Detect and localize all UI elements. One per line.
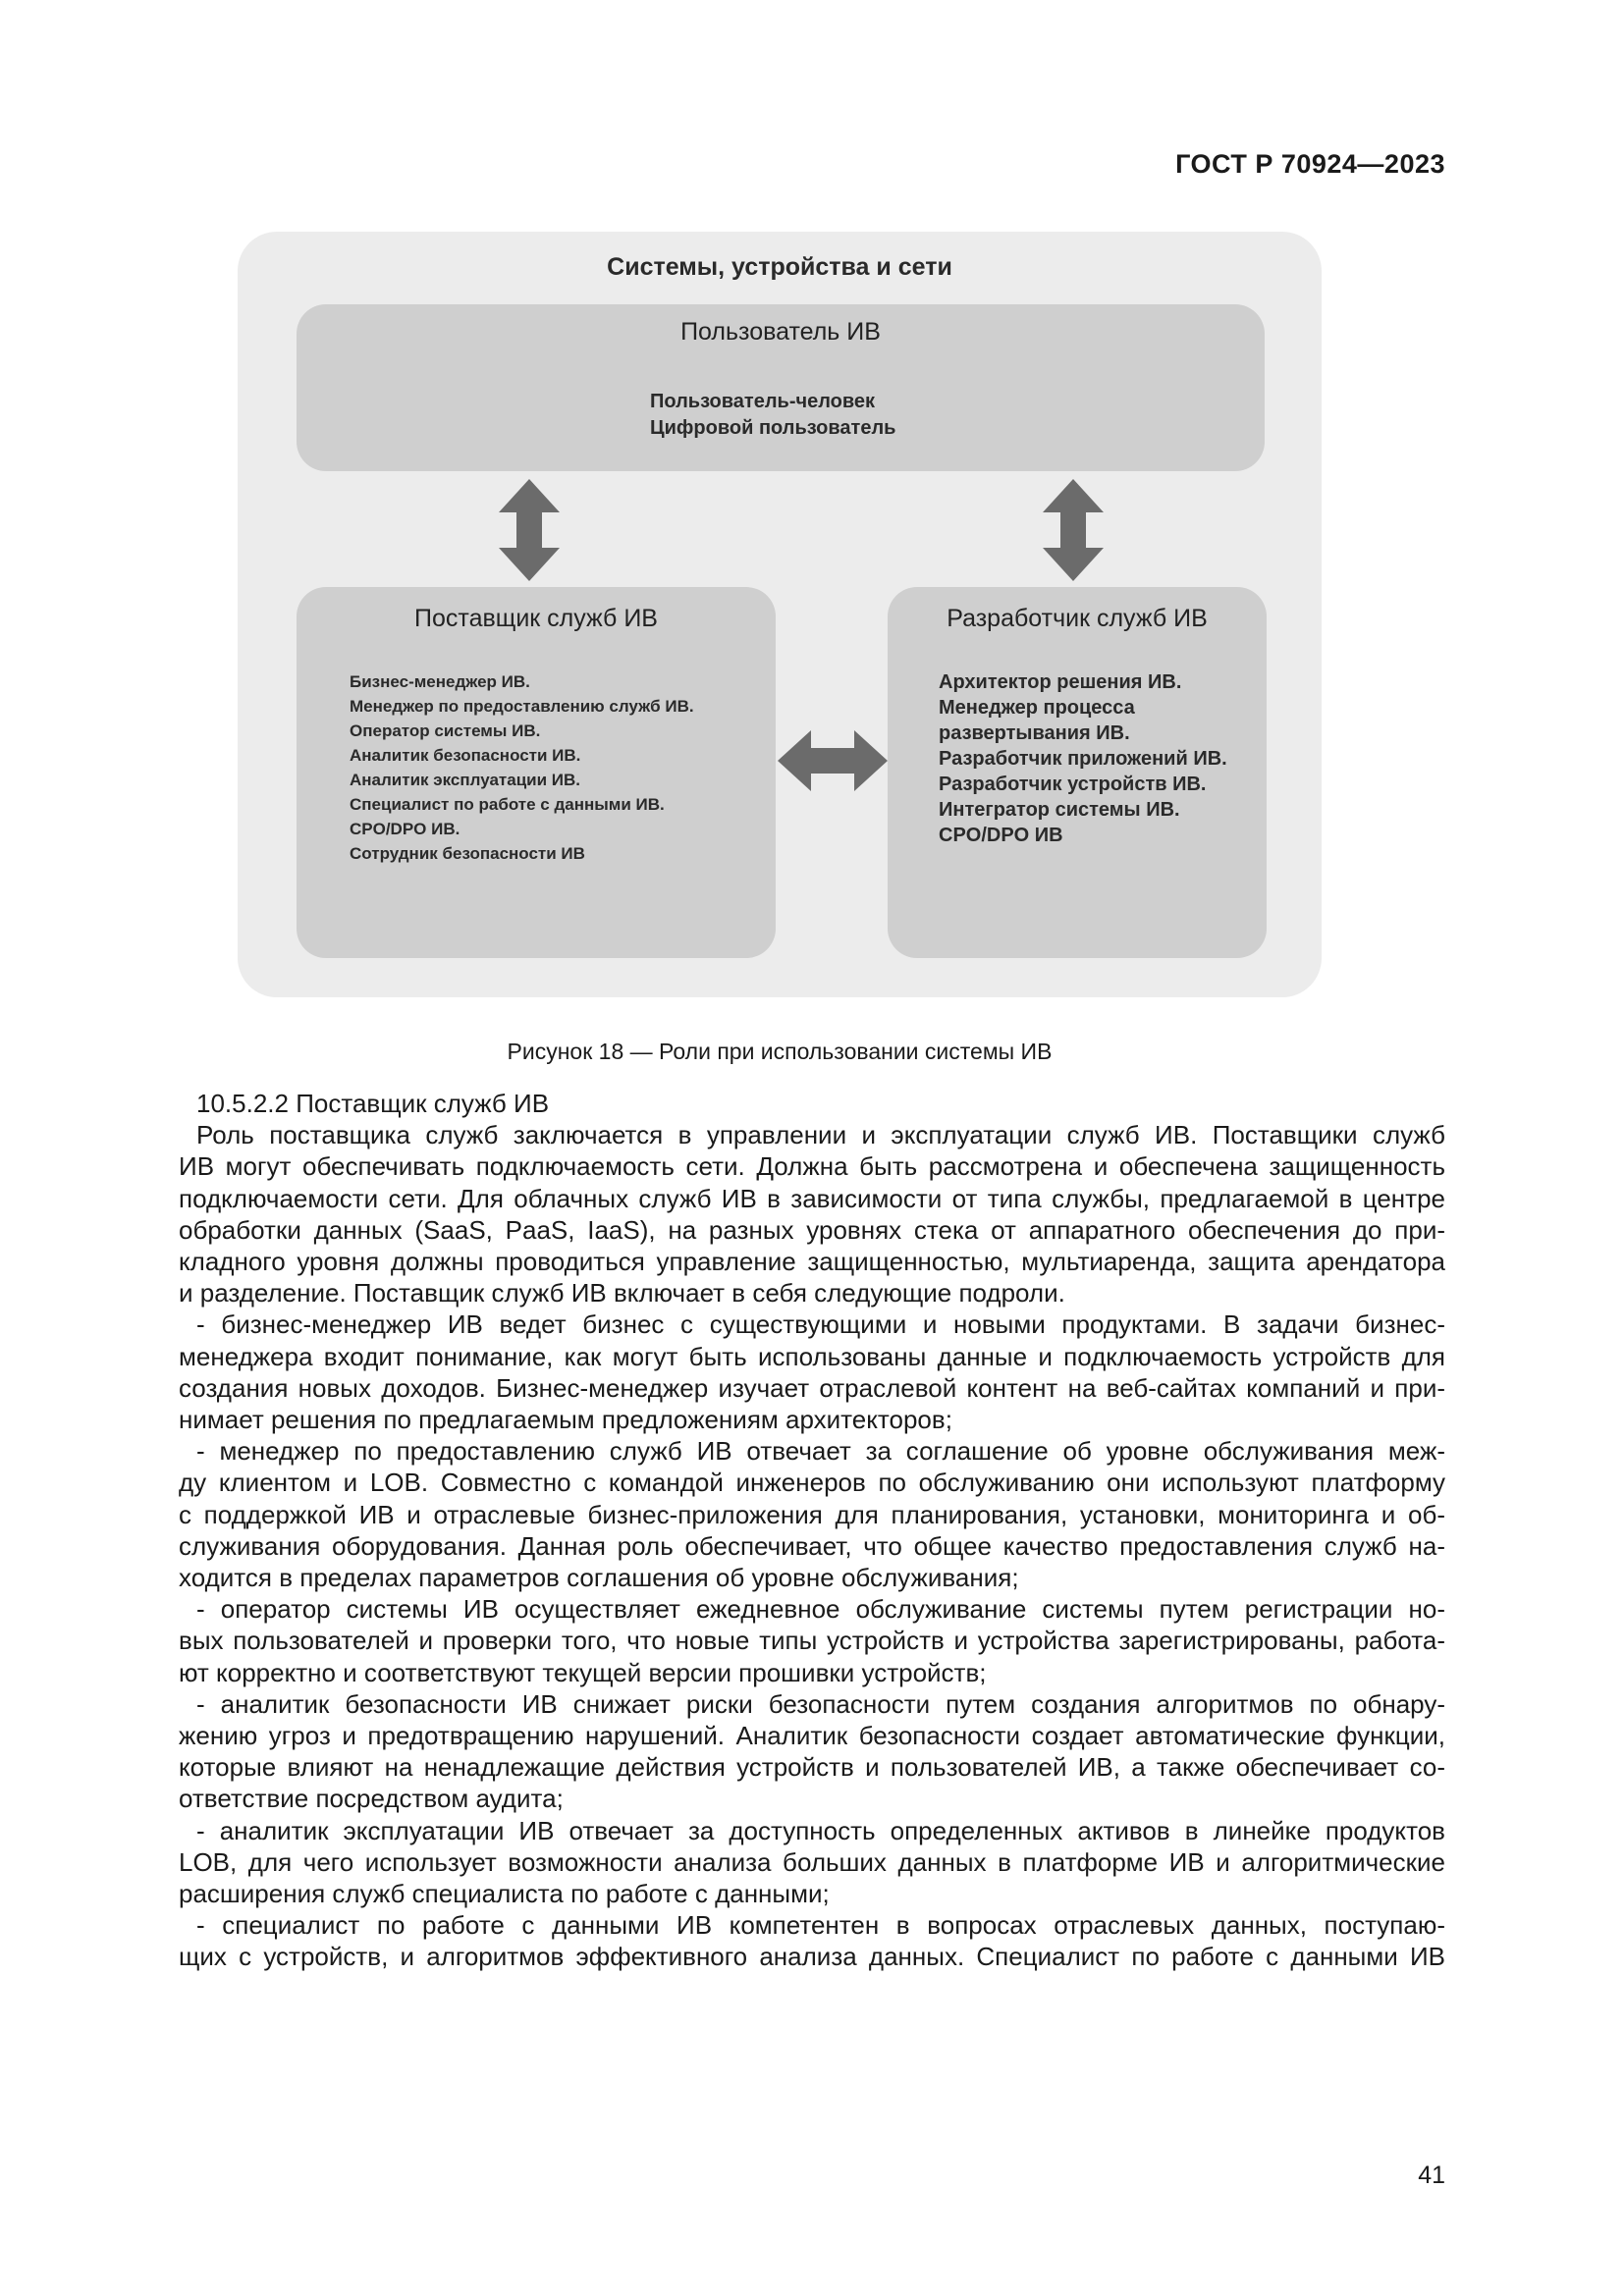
provider-role: Аналитик безопасности ИВ. xyxy=(350,746,581,765)
text-line: создания новых доходов. Бизнес-менеджер изучает отраслевой контент на веб-сайтах компаний и при- xyxy=(179,1372,1445,1403)
text-line: и разделение. Поставщик служб ИВ включает в себя следующие подроли. xyxy=(179,1278,1065,1308)
text-line: ответствие посредством аудита; xyxy=(179,1784,564,1814)
developer-role: CPO/DPO ИВ xyxy=(939,825,1063,846)
provider-role: Менеджер по предоставлению служб ИВ. xyxy=(350,697,694,716)
text-line: которые влияют на ненадлежащие действия устройств и пользователей ИВ, а также обеспечивает со- xyxy=(179,1752,1445,1783)
double-arrow-vertical-icon xyxy=(499,479,560,581)
paragraph xyxy=(179,1119,1445,1308)
provider-roles-list xyxy=(350,669,694,866)
developer-box-title: Разработчик служб ИВ xyxy=(947,605,1208,632)
user-box xyxy=(297,304,1265,471)
figure-caption: Рисунок 18 — Роли при использовании системы ИВ xyxy=(507,1039,1053,1064)
text-line: ходится в пределах параметров соглашения об уровне обслуживания; xyxy=(179,1563,1019,1593)
developer-role: Менеджер процесса xyxy=(939,697,1135,719)
user-roles-list xyxy=(650,389,895,442)
developer-role: Разработчик устройств ИВ. xyxy=(939,774,1207,795)
paragraph xyxy=(179,1815,1445,1910)
text-line: ИВ могут обеспечивать подключаемость сети. Должна быть рассмотрена и обеспечена защищенность xyxy=(179,1151,1445,1182)
text-line: - аналитик эксплуатации ИВ отвечает за доступность определенных активов в линейке продуктов xyxy=(196,1815,1445,1845)
diagram-title: Системы, устройства и сети xyxy=(607,253,952,281)
text-line: - бизнес-менеджер ИВ ведет бизнес с существующими и новыми продуктами. В задачи бизнес- xyxy=(196,1309,1445,1340)
user-role: Цифровой пользователь xyxy=(650,417,896,439)
text-line: подключаемости сети. Для облачных служб ИВ в зависимости от типа службы, предлагаемой в центре xyxy=(179,1183,1445,1213)
text-line: жению угроз и предотвращению нарушений. Аналитик безопасности создает автоматические функции, xyxy=(179,1721,1445,1751)
provider-role: CPO/DPO ИВ. xyxy=(350,820,460,838)
provider-role: Специалист по работе с данными ИВ. xyxy=(350,795,665,814)
text-line: - оператор системы ИВ осуществляет ежедневное обслуживание системы путем регистрации но- xyxy=(196,1594,1445,1625)
provider-box-title: Поставщик служб ИВ xyxy=(414,605,658,632)
developer-role: Архитектор решения ИВ. xyxy=(939,671,1182,693)
developer-role: Интегратор системы ИВ. xyxy=(939,799,1180,821)
text-line: обработки данных (SaaS, PaaS, IaaS), на разных уровнях стека от аппаратного обеспечения до при- xyxy=(179,1214,1445,1245)
document-standard-number: ГОСТ Р 70924—2023 xyxy=(1175,149,1445,179)
developer-box xyxy=(888,587,1267,958)
text-line: нимает решения по предлагаемым предложениям архитекторов; xyxy=(179,1405,952,1435)
text-line: - специалист по работе с данными ИВ компетентен в вопросах отраслевых данных, поступаю- xyxy=(196,1910,1445,1941)
text-line: вых пользователей и проверки того, что новые типы устройств и устройства зарегистрированы, работа- xyxy=(179,1626,1445,1656)
roles-diagram xyxy=(238,232,1322,997)
paragraph xyxy=(179,1593,1445,1688)
text-line: щих с устройств, и алгоритмов эффективного анализа данных. Специалист по работе с данными ИВ xyxy=(179,1942,1445,1972)
paragraph xyxy=(179,1688,1445,1815)
provider-role: Бизнес-менеджер ИВ. xyxy=(350,672,530,691)
developer-role: Разработчик приложений ИВ. xyxy=(939,748,1227,770)
text-line: LOB, для чего использует возможности анализа больших данных в платформе ИВ и алгоритмические xyxy=(179,1846,1445,1877)
user-box-title: Пользователь ИВ xyxy=(680,318,881,346)
user-role: Пользователь-человек xyxy=(650,391,876,412)
page-number: 41 xyxy=(1418,2162,1445,2189)
text-line: ду клиентом и LOB. Совместно с командой инженеров по обслуживанию они используют платформу xyxy=(179,1468,1445,1498)
paragraph xyxy=(179,1435,1445,1593)
provider-role: Аналитик эксплуатации ИВ. xyxy=(350,771,580,789)
text-line: - менеджер по предоставлению служб ИВ отвечает за соглашение об уровне обслуживания меж- xyxy=(196,1436,1445,1467)
developer-role: развертывания ИВ. xyxy=(939,722,1130,744)
double-arrow-horizontal-icon xyxy=(778,730,888,791)
provider-role: Сотрудник безопасности ИВ xyxy=(350,844,585,863)
text-line: Роль поставщика служб заключается в управлении и эксплуатации служб ИВ. Поставщики служб xyxy=(196,1120,1445,1150)
text-line: - аналитик безопасности ИВ снижает риски безопасности путем создания алгоритмов по обнару- xyxy=(196,1688,1445,1719)
text-line: расширения служб специалиста по работе с данными; xyxy=(179,1879,830,1909)
text-line: кладного уровня должны проводиться управление защищенностью, мультиаренда, защита арендатора xyxy=(179,1247,1445,1277)
text-line: ют корректно и соответствуют текущей версии прошивки устройств; xyxy=(179,1657,987,1687)
text-line: менеджера входит понимание, как могут быть использованы данные и подключаемость устройств для xyxy=(179,1341,1445,1371)
text-line: служивания оборудования. Данная роль обеспечивает, что общее качество предоставления служб на- xyxy=(179,1530,1445,1561)
paragraph xyxy=(179,1909,1445,1972)
double-arrow-vertical-icon xyxy=(1043,479,1104,581)
provider-role: Оператор системы ИВ. xyxy=(350,721,541,740)
developer-roles-list xyxy=(939,669,1227,848)
section-body xyxy=(179,1088,1445,1973)
provider-box xyxy=(297,587,776,958)
paragraph xyxy=(179,1308,1445,1435)
text-line: с поддержкой ИВ и отраслевые бизнес-приложения для планирования, установки, мониторинга и об- xyxy=(179,1499,1445,1529)
section-heading: 10.5.2.2 Поставщик служб ИВ xyxy=(196,1089,550,1118)
